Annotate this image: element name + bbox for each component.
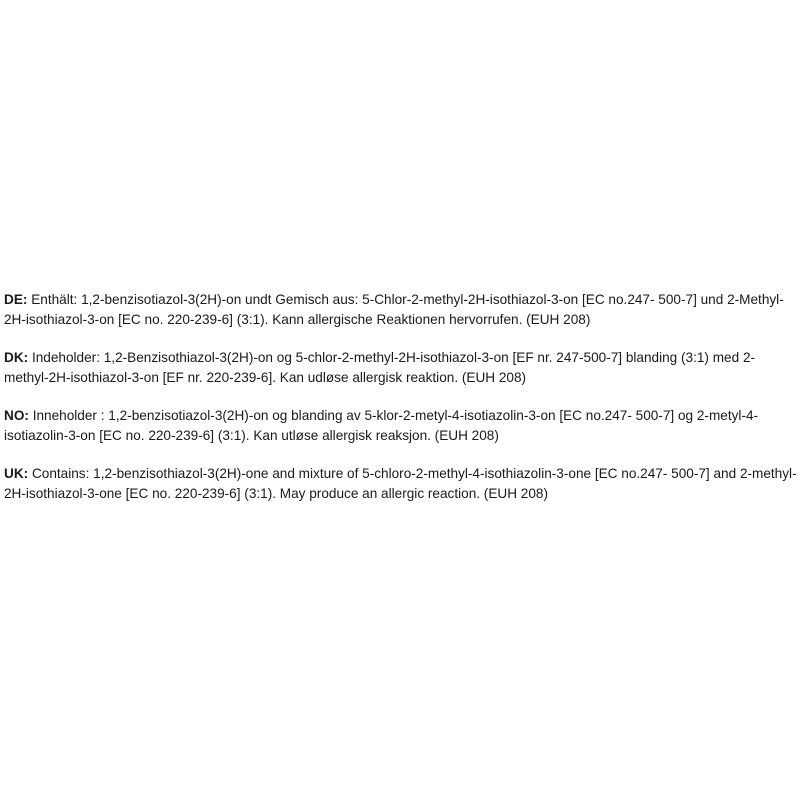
statement-dk — [4, 348, 798, 388]
statement-text: Inneholder : 1,2-benzisotiazol-3(2H)-on og blanding av 5-klor-2-metyl-4-isotiazolin-3-on [EC no.247- 500-7] og 2-metyl-4-isotiazolin-3-on [EC no. 220-239-6] (3:1). Kan utløse allergisk reaksjon. (EUH 208) — [4, 408, 759, 443]
language-code: DE: — [4, 292, 28, 307]
language-code: UK: — [4, 466, 29, 481]
statement-no — [4, 406, 798, 446]
language-code: NO: — [4, 408, 29, 423]
statement-text: Contains: 1,2-benzisothiazol-3(2H)-one and mixture of 5-chloro-2-methyl-4-isothiazolin-3-one [EC no.247- 500-7] and 2-methyl-2H-isothiazol-3-one [EC no. 220-239-6] (3:1). May produce an allergic reaction. (EUH 208) — [4, 466, 797, 501]
allergen-statements — [4, 290, 798, 522]
statement-uk — [4, 464, 798, 504]
language-code: DK: — [4, 350, 29, 365]
statement-text: Indeholder: 1,2-Benzisothiazol-3(2H)-on og 5-chlor-2-methyl-2H-isothiazol-3-on [EF nr. 247-500-7] blanding (3:1) med 2-methyl-2H-isothiazol-3-on [EF nr. 220-239-6]. Kan udløse allergisk reaktion. (EUH 208) — [4, 350, 756, 385]
statement-text: Enthält: 1,2-benzisotiazol-3(2H)-on undt Gemisch aus: 5-Chlor-2-methyl-2H-isothiazol-3-on [EC no.247- 500-7] und 2-Methyl-2H-isothiazol-3-on [EC no. 220-239-6] (3:1). Kann allergische Reaktionen hervorrufen. (EUH 208) — [4, 292, 784, 327]
statement-de — [4, 290, 798, 330]
